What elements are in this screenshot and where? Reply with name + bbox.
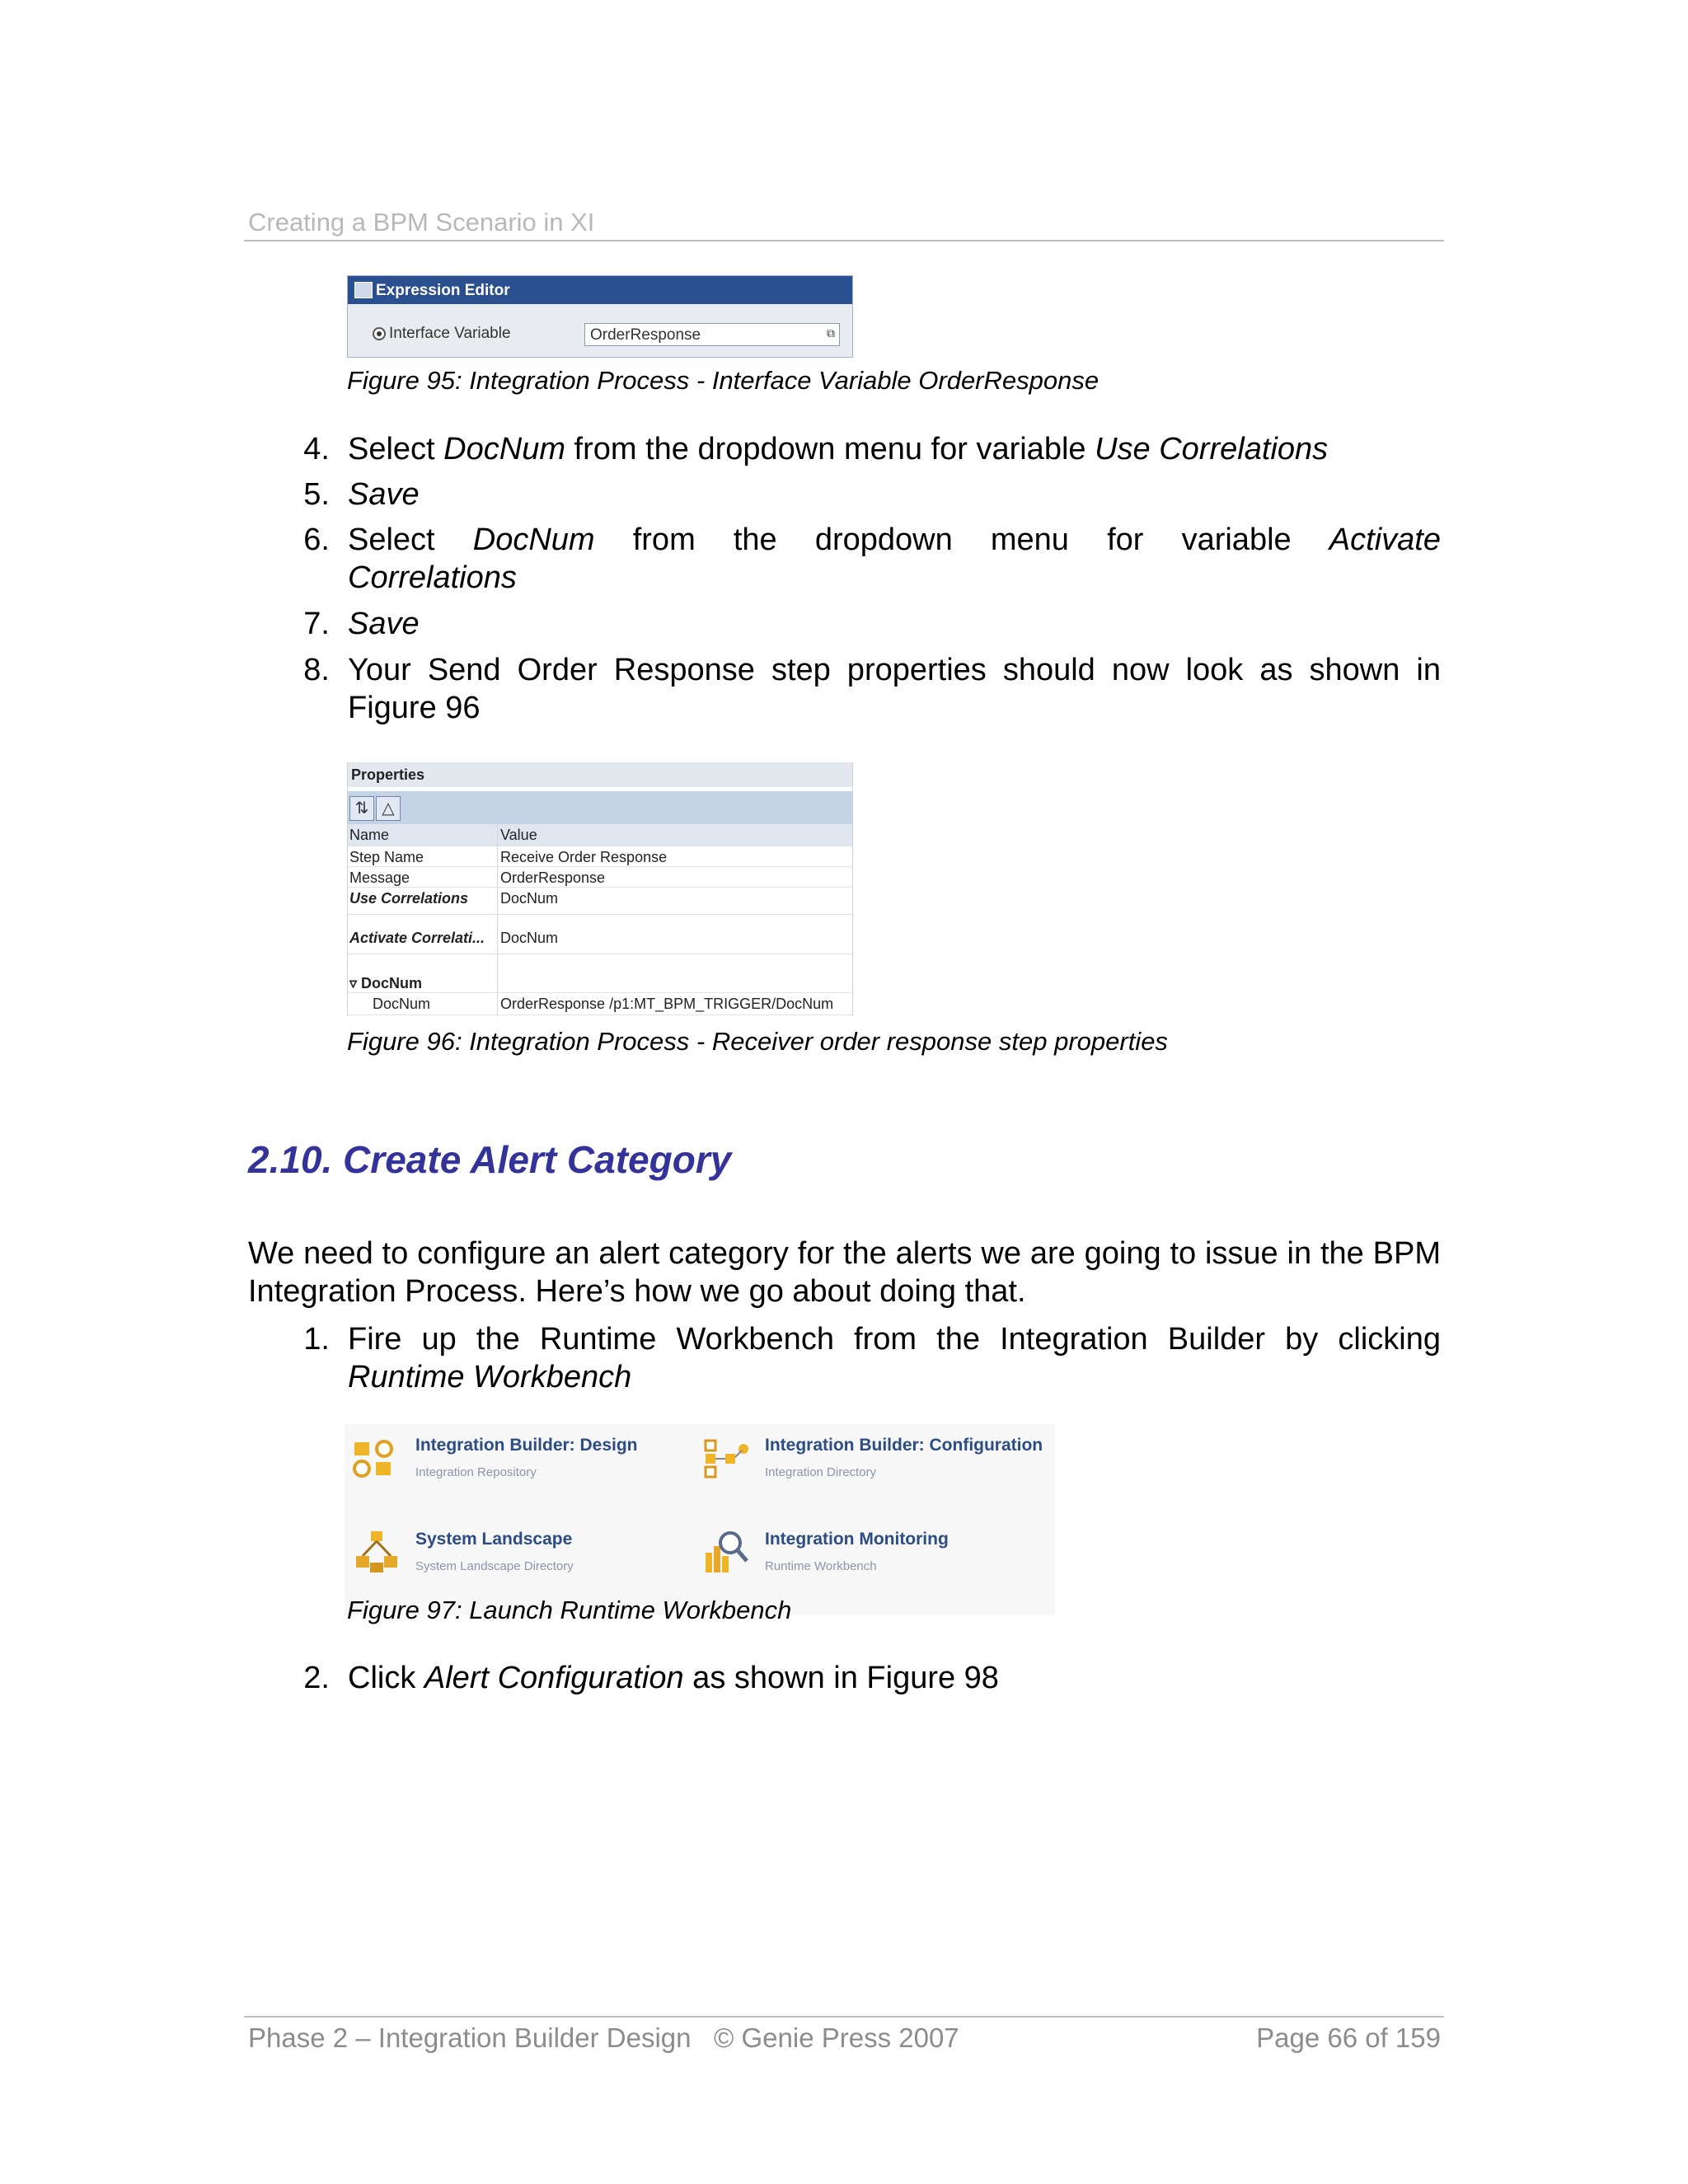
properties-title-bar (348, 762, 852, 787)
tile-title: Integration Monitoring (765, 1530, 949, 1549)
running-header: Creating a BPM Scenario in XI (248, 208, 595, 237)
row-value: OrderResponse (500, 869, 606, 886)
expression-editor-titlebar (348, 276, 852, 304)
launch-screenshot (345, 1424, 1055, 1615)
configuration-icon (702, 1431, 750, 1483)
column-divider (497, 824, 498, 1016)
list-text (348, 430, 1441, 468)
list-text: Save (348, 477, 420, 512)
table-row (348, 927, 852, 954)
justified-line: Fire up the Runtime Workbench from the Integration Builder by clicking (348, 1322, 1441, 1357)
list-item (288, 651, 1442, 727)
interface-variable-radio (373, 327, 386, 340)
table-row (348, 993, 852, 1015)
text-run: as shown in Figure 98 (683, 1661, 999, 1695)
header-rule (244, 240, 1444, 241)
page-number: Page 66 of 159 (1256, 2022, 1441, 2053)
expression-editor-screenshot (347, 275, 853, 358)
interface-variable-value: OrderResponse (590, 326, 701, 344)
text-run: from the dropdown menu for variable (565, 432, 1095, 466)
tile-title: Integration Builder: Configuration (765, 1436, 1043, 1455)
properties-toolbar (348, 791, 852, 824)
list-item (288, 1320, 1442, 1396)
tile-subtitle: Integration Repository (415, 1465, 537, 1479)
expression-editor-title: Expression Editor (376, 282, 510, 299)
row-value: OrderResponse /p1:MT_BPM_TRIGGER/DocNum (500, 996, 834, 1012)
list-number: 1. (303, 1322, 330, 1357)
landscape-icon (353, 1525, 401, 1577)
list-item (288, 521, 1442, 597)
figure-96-caption: Figure 96: Integration Process - Receiver order response step properties (347, 1027, 1168, 1056)
list-number: 7. (303, 607, 330, 641)
list-number: 2. (303, 1661, 330, 1695)
section-heading: 2.10. Create Alert Category (248, 1138, 732, 1181)
text-run: Select (348, 432, 444, 466)
word: the (733, 523, 777, 557)
row-value: Receive Order Response (500, 849, 668, 865)
justified-line (348, 521, 1441, 559)
row-name: Message (349, 869, 410, 886)
word: dropdown (814, 523, 953, 557)
list-text: Save (348, 607, 420, 641)
figure-97-caption: Figure 97: Launch Runtime Workbench (347, 1596, 792, 1624)
emphasis: Alert Configuration (424, 1661, 684, 1695)
row-name: Step Name (349, 849, 424, 865)
word: variable (1181, 523, 1292, 557)
expand-triangle-icon: ▿ (349, 975, 362, 991)
list-text (348, 1659, 1441, 1697)
col-value-header: Value (500, 827, 537, 843)
row-name: DocNum (373, 996, 431, 1012)
window-icon (354, 282, 373, 298)
word: Correlations (348, 560, 517, 595)
word: Activate (1329, 523, 1441, 557)
group-name: DocNum (361, 975, 423, 991)
list-text: Your Send Order Response step properties should now look as shown in Figure 96 (348, 653, 1441, 725)
monitoring-icon (702, 1525, 750, 1577)
footer-left: Phase 2 – Integration Builder Design © Genie Press 2007 (248, 2022, 959, 2053)
value-help-icon: ⧉ (827, 326, 835, 340)
text-run: Click (348, 1661, 424, 1695)
interface-variable-field (584, 323, 840, 346)
properties-screenshot (347, 762, 853, 1016)
table-row (348, 888, 852, 915)
word: Select (348, 523, 435, 557)
table-row (348, 972, 852, 993)
design-icon (353, 1431, 401, 1483)
filter-icon: △ (376, 796, 401, 821)
tile-subtitle: Integration Directory (765, 1465, 877, 1479)
emphasis: Use Correlations (1095, 432, 1329, 466)
list-number: 5. (303, 477, 330, 512)
word: from (632, 523, 696, 557)
emphasis: DocNum (443, 432, 565, 466)
row-name: Use Correlations (349, 890, 469, 907)
list-text (348, 1320, 1441, 1396)
col-name-header: Name (349, 827, 390, 843)
list-number: 4. (303, 432, 330, 466)
tile-subtitle: Runtime Workbench (765, 1559, 877, 1573)
table-header (348, 824, 852, 846)
row-name: Activate Correlati... (349, 930, 485, 946)
properties-title: Properties (351, 766, 425, 783)
word: DocNum (472, 523, 595, 557)
word: menu (990, 523, 1069, 557)
emphasis: Runtime Workbench (348, 1360, 632, 1394)
tile-title: Integration Builder: Design (415, 1436, 638, 1455)
intro-paragraph: We need to configure an alert category for the alerts we are going to issue in the BPM Integration Process. Here’s how we go about doing that. (248, 1236, 1441, 1309)
list-number: 6. (303, 523, 330, 557)
sort-icon: ⇅ (349, 796, 374, 821)
list-text (348, 521, 1441, 597)
table-row (348, 867, 852, 888)
tile-subtitle: System Landscape Directory (415, 1559, 574, 1573)
tile-title: System Landscape (415, 1530, 573, 1549)
word: for (1107, 523, 1144, 557)
list-number: 8. (303, 653, 330, 687)
table-row (348, 846, 852, 867)
row-name (349, 975, 422, 992)
interface-variable-label: Interface Variable (389, 325, 511, 342)
row-value: DocNum (500, 930, 559, 946)
footer-rule (244, 2016, 1444, 2018)
row-value: DocNum (500, 890, 559, 907)
figure-95-caption: Figure 95: Integration Process - Interface Variable OrderResponse (347, 366, 1100, 395)
